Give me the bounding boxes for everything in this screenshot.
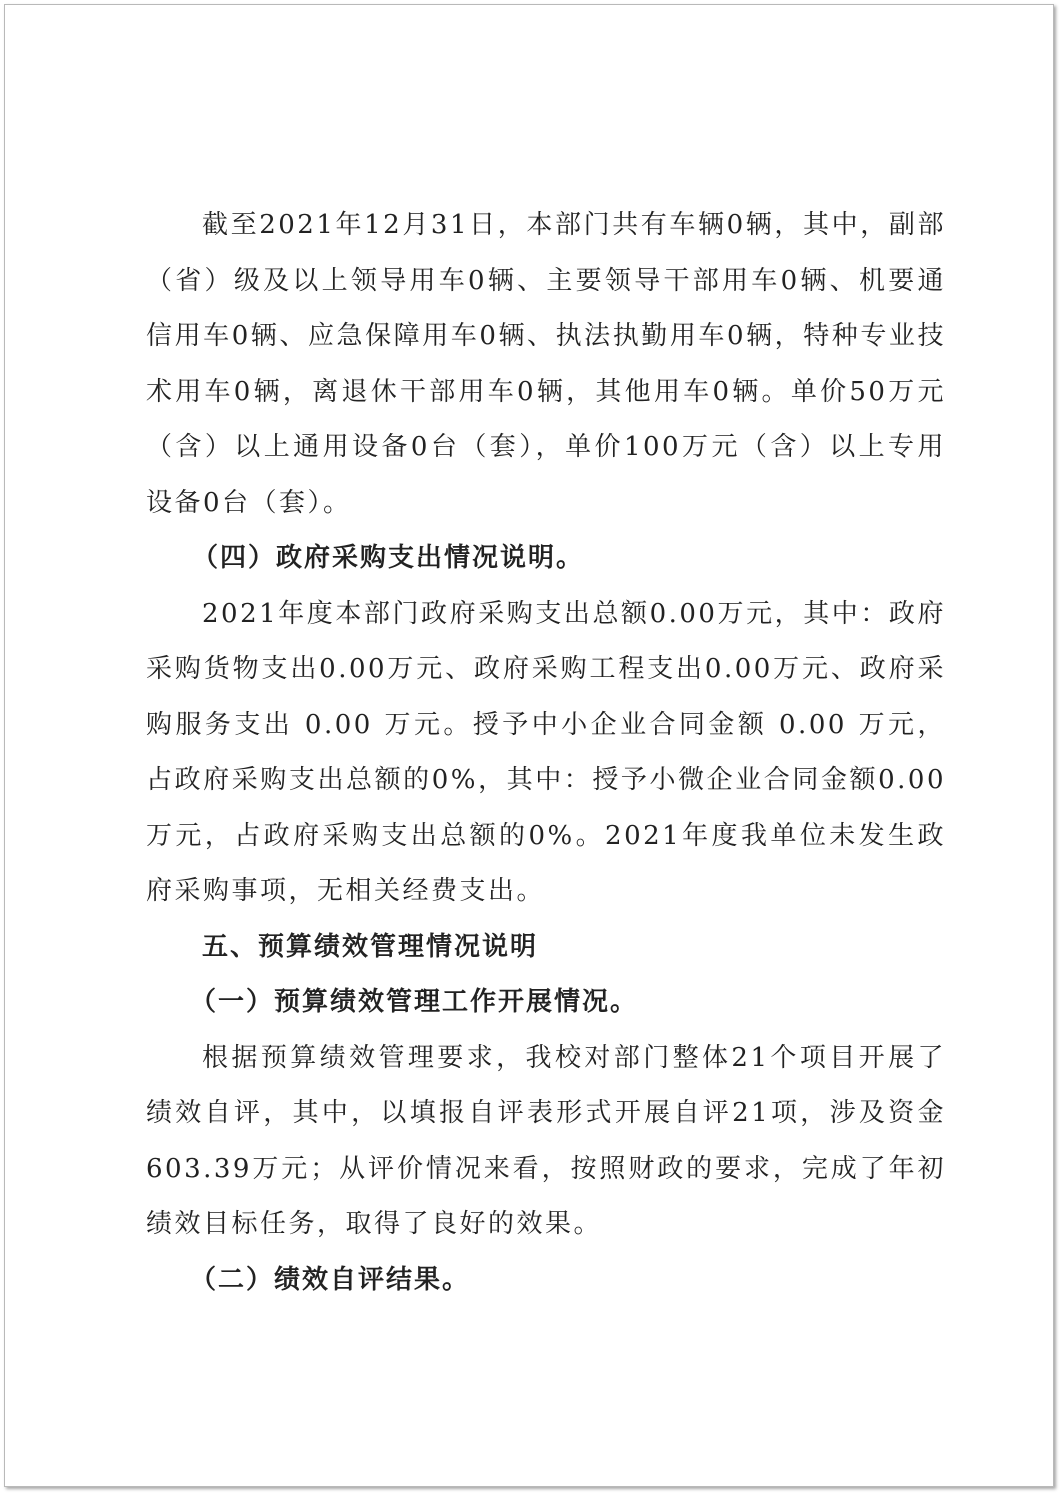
heading-work: （一）预算绩效管理工作开展情况。 — [190, 987, 639, 1017]
document-page — [4, 4, 1054, 1487]
page-content — [146, 198, 946, 1308]
heading-section-5: 五、预算绩效管理情况说明 — [202, 931, 539, 962]
paragraph-procurement: 2021年度本部门政府采购支出总额0.00万元，其中：政府采购货物支出0.00万元、政府采购工程支出0.00万元、政府采购服务支出 0.00 万元。授予中小企业合同金额 0.00 万元，占政府采购支出总额的0%，其中：授予小微企业合同金额0.00万元，占政府采购支出总额的0%。2021年度我单位未发生政府采购事项，无相关经费支出。 — [146, 598, 946, 906]
heading-results: （二）绩效自评结果。 — [190, 1264, 471, 1295]
paragraph-vehicles: 截至2021年12月31日，本部门共有车辆0辆，其中，副部（省）级及以上领导用车0辆、主要领导干部用车0辆、机要通信用车0辆、应急保障用车0辆、执法执勤用车0辆，特种专业技术用车0辆，离退休干部用车0辆，其他用车0辆。单价50万元（含）以上通用设备0台（套），单价100万元（含）以上专用设备0台（套）。 — [146, 210, 946, 518]
paragraph-work: 根据预算绩效管理要求，我校对部门整体21个项目开展了绩效自评，其中，以填报自评表形式开展自评21项，涉及资金603.39万元；从评价情况来看，按照财政的要求，完成了年初绩效目标任务，取得了良好的效果。 — [146, 1042, 946, 1239]
heading-procurement: （四）政府采购支出情况说明。 — [192, 543, 585, 573]
